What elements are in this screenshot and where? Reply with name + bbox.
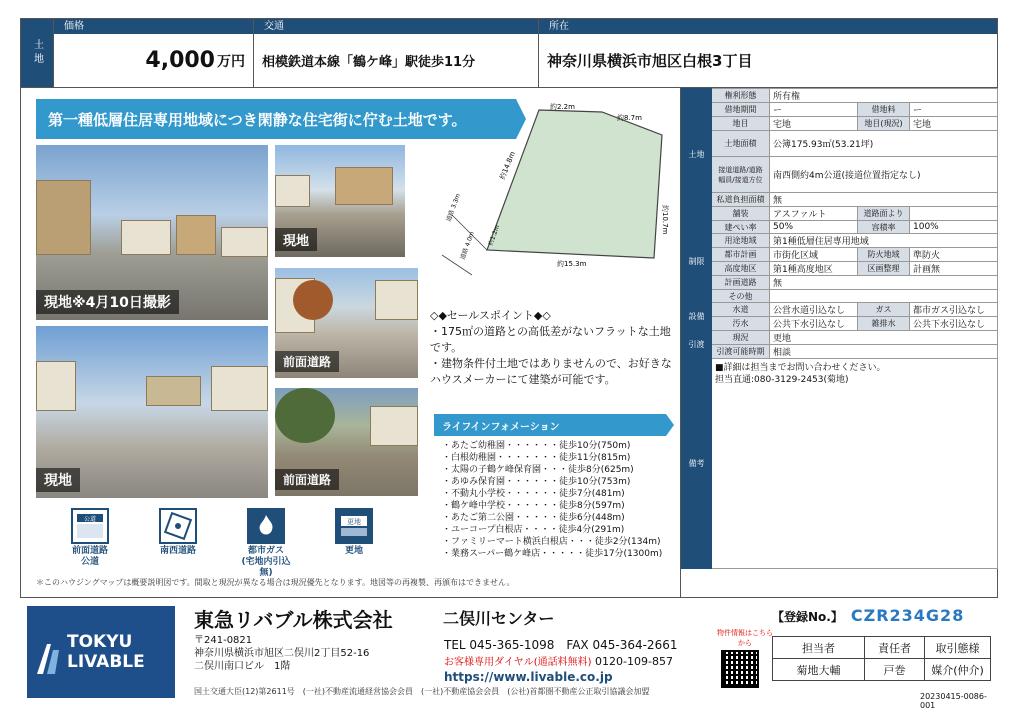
location-value: 神奈川県横浜市旭区白根3丁目: [547, 52, 753, 70]
logo-mark-icon: [37, 630, 59, 674]
spec-value: 公営水道引込なし: [770, 303, 858, 317]
zip-code: 〒241-0821: [194, 635, 253, 646]
license-text: 国土交通大臣(12)第2611号 (一社)不動産流通経営協会会員 (一社)不動産協会会員 (公社)首都圏不動産公正取引協議会加盟: [194, 687, 650, 696]
spec-key: 土地面積: [712, 131, 770, 157]
spec-value: 所有権: [770, 89, 998, 103]
spec-key: 引渡可能時期: [712, 345, 770, 359]
registration-number: [772, 606, 964, 625]
qr-code-icon[interactable]: [721, 650, 759, 688]
reg-code: CZR234G28: [850, 606, 965, 625]
spec-key: 容積率: [858, 221, 910, 234]
plot-shape: [487, 110, 662, 258]
feature-public-road: [60, 508, 120, 579]
spec-value: 相談: [770, 345, 998, 359]
svg-text:更地: 更地: [347, 518, 361, 526]
edge-small-label: 約1.2m: [487, 224, 502, 247]
list-item: ・あたご第二公園・・・・・徒歩6分(448m): [442, 513, 625, 523]
spec-value: ー: [910, 103, 998, 117]
location-cell: [538, 19, 997, 87]
spec-value: 第1種低層住居専用地域: [770, 234, 998, 248]
photo-caption: 前面道路: [275, 469, 339, 490]
dial-label: お客様専用ダイヤル(通話料無料): [444, 657, 592, 668]
company-name: 東急リバブル株式会社: [194, 608, 393, 632]
spec-value: 50%: [770, 221, 858, 234]
price-header: 価格: [54, 19, 253, 34]
feature-vacant-land: [324, 508, 384, 579]
company-address: [194, 634, 369, 673]
spec-value: アスファルト: [770, 207, 858, 221]
edge-bottom-label: 約15.3m: [557, 260, 587, 268]
vacant-land-icon: [335, 508, 373, 544]
spec-value: 更地: [770, 331, 998, 345]
logo-text: TOKYU: [67, 632, 133, 652]
feature-south-road: [148, 508, 208, 579]
spec-key: 高度地区: [712, 262, 770, 276]
spec-value: 100%: [910, 221, 998, 234]
sales-point-line: ・建物条件付土地ではありませんので、お好きなハウスメーカーにて建築が可能です。: [430, 357, 672, 386]
life-info-title: ライフインフォメーション: [434, 414, 666, 436]
spec-key: 水道: [712, 303, 770, 317]
spec-key: 防火地域: [858, 248, 910, 262]
feature-icons: [60, 508, 384, 579]
spec-value: 準防火: [910, 248, 998, 262]
document-id: 20230415-0086-001: [920, 692, 987, 710]
toll-free-dial: [444, 653, 673, 668]
company-footer: [20, 600, 998, 710]
spec-value: 公共下水引込なし: [910, 317, 998, 331]
staff-value: 戸巻: [865, 659, 925, 681]
logo-text: LIVABLE: [67, 652, 145, 672]
photo-front-road-2: [275, 388, 418, 496]
list-item: ・あたご幼稚園・・・・・・徒歩10分(750m): [442, 441, 631, 451]
photo-caption: 現地: [36, 468, 80, 492]
list-item: ・ファミリーマート横浜白根店・・・徒歩2分(134m): [442, 537, 661, 547]
photo-site-main: [36, 145, 268, 320]
spec-key: 地目: [712, 117, 770, 131]
remarks-line: 担当直通:080-3129-2453(菊地): [715, 375, 849, 385]
summary-bar: [20, 18, 998, 88]
life-info-list: [442, 440, 682, 560]
list-item: ・白根幼稚園・・・・・・・徒歩11分(815m): [442, 453, 631, 463]
price-unit: 万円: [217, 53, 245, 70]
traffic-value: 相模鉄道本線「鶴ケ峰」駅徒歩11分: [262, 55, 476, 70]
staff-value: 媒介(仲介): [925, 659, 991, 681]
branch-name: 二俣川センター: [443, 609, 555, 628]
location-header: 所在: [539, 19, 997, 34]
spec-key: 計画道路: [712, 276, 770, 290]
tokyu-livable-logo: [27, 606, 175, 698]
staff-value: 菊地大輔: [773, 659, 865, 681]
qr-caption: 物件情報はこちらから: [717, 629, 773, 647]
spec-value: 公簿175.93㎡(53.21坪): [770, 131, 998, 157]
group-label: 制限: [682, 221, 712, 303]
list-item: ・不動丸小学校・・・・・・徒歩7分(481m): [442, 489, 625, 499]
website-link[interactable]: https://www.livable.co.jp: [444, 670, 613, 684]
group-label: 設備: [682, 303, 712, 331]
list-item: ・ユーコープ白根店・・・・徒歩4分(291m): [442, 525, 625, 535]
traffic-header: 交通: [254, 19, 538, 34]
spec-value: 南西側約4m公道(接道位置指定なし): [770, 157, 998, 193]
feature-label: 更地: [344, 546, 363, 556]
spec-value: [770, 290, 998, 303]
spec-key: 都市計画: [712, 248, 770, 262]
list-item: ・業務スーパー鶴ケ峰店・・・・・徒歩17分(1300m): [442, 549, 663, 559]
road-label-2: 道路 4.0m: [459, 230, 476, 261]
spec-value: 市街化区域: [770, 248, 858, 262]
list-item: ・太陽の子鶴ケ峰保育園・・・徒歩8分(625m): [442, 465, 634, 475]
photo-caption: 前面道路: [275, 351, 339, 372]
address-line: 二俣川南口ビル 1階: [194, 661, 291, 672]
spec-key: 権利形態: [712, 89, 770, 103]
feature-label: 都市ガス (宅地内引込無): [241, 546, 291, 578]
city-gas-icon: [247, 508, 285, 544]
south-road-icon: [159, 508, 197, 544]
remarks-cell: [712, 359, 998, 569]
property-type-label: 土地: [21, 19, 53, 87]
sales-point-title: ◇◆セールスポイント◆◇: [430, 309, 551, 322]
spec-key: 私道負担面積: [712, 193, 770, 207]
spec-value: 第1種高度地区: [770, 262, 858, 276]
spec-key: 借地期間: [712, 103, 770, 117]
group-label: 土地: [682, 89, 712, 221]
edge-top-label: 約2.2m: [550, 103, 575, 111]
spec-key: 地目(現況): [858, 117, 910, 131]
spec-key: 雑排水: [858, 317, 910, 331]
price-cell: [53, 19, 253, 87]
feature-label: 南西道路: [159, 546, 196, 556]
reg-label: 【登録No.】: [772, 610, 843, 624]
group-label: 引渡: [682, 331, 712, 359]
edge-right-label: 約10.7m: [661, 205, 669, 235]
spec-key: 区画整理: [858, 262, 910, 276]
photo-front-road-1: [275, 268, 418, 378]
spec-key: 舗装: [712, 207, 770, 221]
public-water-icon: [71, 508, 109, 544]
group-label: 備考: [682, 359, 712, 569]
sales-point: [430, 308, 680, 388]
spec-key: 汚水: [712, 317, 770, 331]
spec-key: 道路面より: [858, 207, 910, 221]
photo-site-3: [275, 145, 405, 257]
feature-label: 前面道路 公道: [71, 546, 108, 567]
spec-value: 無: [770, 276, 998, 290]
spec-key: 接道道路/道路幅員/接道方位: [712, 157, 770, 193]
spec-value: 公共下水引込なし: [770, 317, 858, 331]
sales-point-line: ・175㎡の道路との高低差がないフラットな土地です。: [430, 325, 671, 354]
staff-table: [772, 636, 991, 681]
staff-header: 担当者: [773, 637, 865, 659]
price-value: 4,000: [145, 48, 215, 73]
spec-key: 現況: [712, 331, 770, 345]
headline-banner: 第一種低層住居専用地域につき閑静な住宅街に佇む土地です。: [36, 99, 516, 139]
spec-key: ガス: [858, 303, 910, 317]
feature-city-gas: [236, 508, 296, 579]
list-item: ・あゆみ保育園・・・・・・徒歩10分(753m): [442, 477, 631, 487]
tel-fax: TEL 045-365-1098 FAX 045-364-2661: [444, 638, 678, 652]
spec-table: [680, 88, 998, 598]
address-line: 神奈川県横浜市旭区二俣川2丁目52-16: [194, 648, 370, 659]
road-label-1: 道路 3.3m: [445, 192, 462, 223]
svg-text:公道: 公道: [83, 516, 97, 523]
dial-number: 0120-109-857: [595, 655, 673, 668]
spec-value: 無: [770, 193, 998, 207]
edge-left-label: 約14.8m: [498, 150, 517, 181]
spec-key: 借地料: [858, 103, 910, 117]
spec-value: [910, 207, 998, 221]
spec-value: ー: [770, 103, 858, 117]
spec-value: 宅地: [770, 117, 858, 131]
staff-header: 取引態様: [925, 637, 991, 659]
disclaimer-footnote: ＊このハウジングマップは概要説明図です。間取と現況が異なる場合は現況優先となります。地図等の再複製、再頒布はできません。: [36, 578, 515, 587]
list-item: ・鶴ケ峰中学校・・・・・・徒歩8分(597m): [442, 501, 625, 511]
photo-caption: 現地: [275, 228, 317, 251]
spec-value: 計画無: [910, 262, 998, 276]
qr-block: [715, 628, 775, 688]
road-edge: [442, 255, 472, 275]
spec-key: その他: [712, 290, 770, 303]
photo-site-2: [36, 326, 268, 498]
spec-value: 宅地: [910, 117, 998, 131]
photo-caption: 現地※4月10日撮影: [36, 290, 179, 314]
remarks-line: ■詳細は担当までお問い合わせください。: [715, 363, 886, 373]
staff-header: 責任者: [865, 637, 925, 659]
spec-key: 用途地域: [712, 234, 770, 248]
edge-top-right-label: 約8.7m: [617, 114, 642, 122]
plot-diagram: [432, 100, 672, 280]
spec-key: 建ぺい率: [712, 221, 770, 234]
spec-value: 都市ガス引込なし: [910, 303, 998, 317]
traffic-cell: [253, 19, 538, 87]
